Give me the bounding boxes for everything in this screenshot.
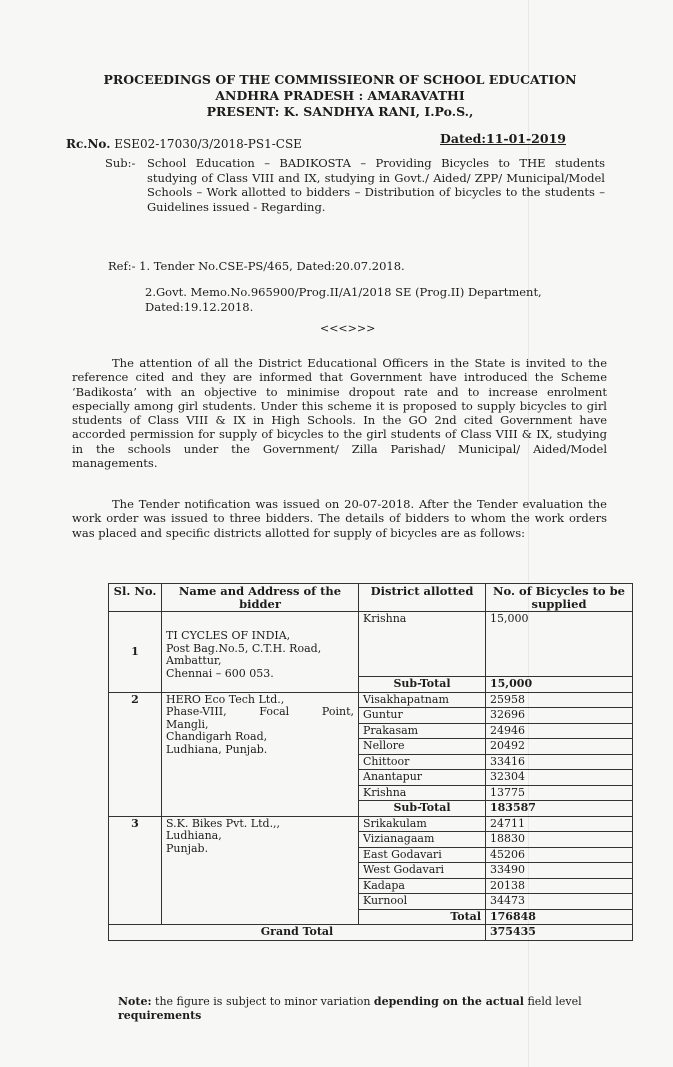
header-district: District allotted	[359, 584, 486, 612]
header-line-1: PROCEEDINGS OF THE COMMISSIEONR OF SCHOOL EDUCATION	[103, 72, 577, 87]
reference-1	[108, 259, 588, 274]
bidder-address-line: HERO Eco Tech Ltd.,	[166, 692, 285, 706]
bidder-address-line: Chennai – 600 053.	[166, 666, 274, 680]
bidder-name-address	[162, 692, 359, 816]
header-bicycles: No. of Bicycles to be supplied	[486, 584, 633, 612]
header-sl-no: Sl. No.	[109, 584, 162, 612]
bidder-address-line: S.K. Bikes Pvt. Ltd.,,	[166, 816, 281, 830]
header-line-2: ANDHRA PRADESH : AMARAVATHI	[215, 88, 465, 103]
bidder-name-address	[162, 816, 359, 925]
bicycle-count-cell: 18830	[486, 832, 633, 848]
note-text-a: the figure is subject to minor variation	[155, 995, 371, 1008]
rc-label: Rc.No.	[66, 137, 111, 151]
grand-total-label: Grand Total	[109, 925, 486, 941]
bidder-sl-no: 1	[109, 612, 162, 693]
bidder-address-line: Ludhiana,	[166, 829, 222, 842]
note-text-b: depending on the actual	[373, 995, 524, 1008]
note-text-c: field level	[527, 995, 582, 1008]
bicycle-count-cell: 24711	[486, 816, 633, 832]
header-line-3: PRESENT: K. SANDHYA RANI, I.Po.S.,	[206, 104, 474, 119]
subtotal-value: 176848	[486, 909, 633, 925]
bicycle-count-cell: 32304	[486, 770, 633, 786]
bidder-address-line: Punjab.	[166, 841, 209, 855]
district-cell: Prakasam	[359, 723, 486, 739]
subtotal-value: 15,000	[486, 677, 633, 693]
header-name-address: Name and Address of the bidder	[162, 584, 359, 612]
grand-total-value: 375435	[486, 925, 633, 941]
bidder-address-line: Ambattur,	[166, 654, 222, 667]
district-cell: Chittoor	[359, 754, 486, 770]
table-row	[109, 692, 633, 708]
bidder-sl-no: 2	[109, 692, 162, 816]
district-cell: West Godavari	[359, 863, 486, 879]
note	[118, 995, 613, 1023]
bicycle-count-cell: 45206	[486, 847, 633, 863]
bicycle-count-cell: 25958	[486, 692, 633, 708]
subtotal-label: Total	[359, 909, 486, 925]
district-cell: Krishna	[359, 612, 486, 677]
subject-label: Sub:-	[105, 156, 136, 170]
bidder-address-line: Mangli,	[166, 717, 209, 731]
reference-2-text: 2.Govt. Memo.No.965900/Prog.II/A1/2018 SE (Prog.II) Department, Dated:19.12.2018.	[145, 285, 542, 314]
district-cell: Srikakulam	[359, 816, 486, 832]
subtotal-label: Sub-Total	[359, 801, 486, 817]
bidders-table	[108, 583, 633, 941]
rc-number: ESE02-17030/3/2018-PS1-CSE	[114, 137, 302, 151]
table-body	[109, 612, 633, 941]
bicycle-count-cell: 33490	[486, 863, 633, 879]
reference-label: Ref:-	[108, 259, 136, 273]
dated: Dated:11-01-2019	[440, 131, 566, 146]
reference-1-text: 1. Tender No.CSE-PS/465, Dated:20.07.2018.	[139, 259, 405, 273]
bidder-address-line: Post Bag.No.5, C.T.H. Road,	[166, 641, 322, 655]
district-cell: Nellore	[359, 739, 486, 755]
paragraph-2: The Tender notification was issued on 20-07-2018. After the Tender evaluation the work order was issued to three bidders. The details of bidders to whom the work orders was placed and specific districts allotted for supply of bicycles are as follows:	[72, 497, 607, 540]
district-cell: Vizianagaam	[359, 832, 486, 848]
district-cell: Kurnool	[359, 894, 486, 910]
bicycle-count-cell: 15,000	[486, 612, 633, 677]
subject-block	[105, 156, 605, 214]
bicycle-count-cell: 24946	[486, 723, 633, 739]
district-cell: Guntur	[359, 708, 486, 724]
bidder-address-line: Phase-VIII, Focal Point,	[166, 705, 354, 718]
grand-total-row	[109, 925, 633, 941]
bidder-sl-no: 3	[109, 816, 162, 925]
note-label: Note:	[118, 995, 152, 1008]
bicycle-count-cell: 32696	[486, 708, 633, 724]
table-row	[109, 612, 633, 677]
subject-text: School Education – BADIKOSTA – Providing Bicycles to THE students studying of Class VIII and IX, studying in Govt./ Aided/ ZPP/ Municipal/Model Schools – Work allotted to bidders – Distribution of bicycles to the students – Guidelines issued - Regarding.	[147, 156, 605, 214]
bidder-address-line: Ludhiana, Punjab.	[166, 742, 268, 756]
district-cell: Anantapur	[359, 770, 486, 786]
bicycle-count-cell: 20138	[486, 878, 633, 894]
bicycle-count-cell: 34473	[486, 894, 633, 910]
paragraph-1: The attention of all the District Educational Officers in the State is invited to the reference cited and they are informed that Government have introduced the Scheme ‘Badikosta’ with an objective to minimise dropout rate and to increase enrolment especially among girl students. Under this scheme it is proposed to supply bicycles to girl students of Class VIII & IX in High Schools. In the GO 2nd cited Government have accorded permission for supply of bicycles to the girl students of Class VIII & IX, studying in the schools under the Government/ Zilla Parishad/ Municipal/ Aided/Model managements.	[72, 356, 607, 471]
bidder-address-line: Chandigarh Road,	[166, 730, 268, 743]
bicycle-count-cell: 13775	[486, 785, 633, 801]
table-row	[109, 816, 633, 832]
subtotal-label: Sub-Total	[359, 677, 486, 693]
separator: <<<>>>	[320, 322, 376, 335]
bicycle-count-cell: 20492	[486, 739, 633, 755]
district-cell: Krishna	[359, 785, 486, 801]
table-header-row	[109, 584, 633, 612]
district-cell: East Godavari	[359, 847, 486, 863]
district-cell: Kadapa	[359, 878, 486, 894]
subtotal-value: 183587	[486, 801, 633, 817]
rc-number-line	[66, 137, 302, 151]
bidder-name-address	[162, 612, 359, 693]
district-cell: Visakhapatnam	[359, 692, 486, 708]
bicycle-count-cell: 33416	[486, 754, 633, 770]
bidder-address-line: TI CYCLES OF INDIA,	[166, 629, 291, 642]
note-text-d: requirements	[118, 1009, 202, 1022]
